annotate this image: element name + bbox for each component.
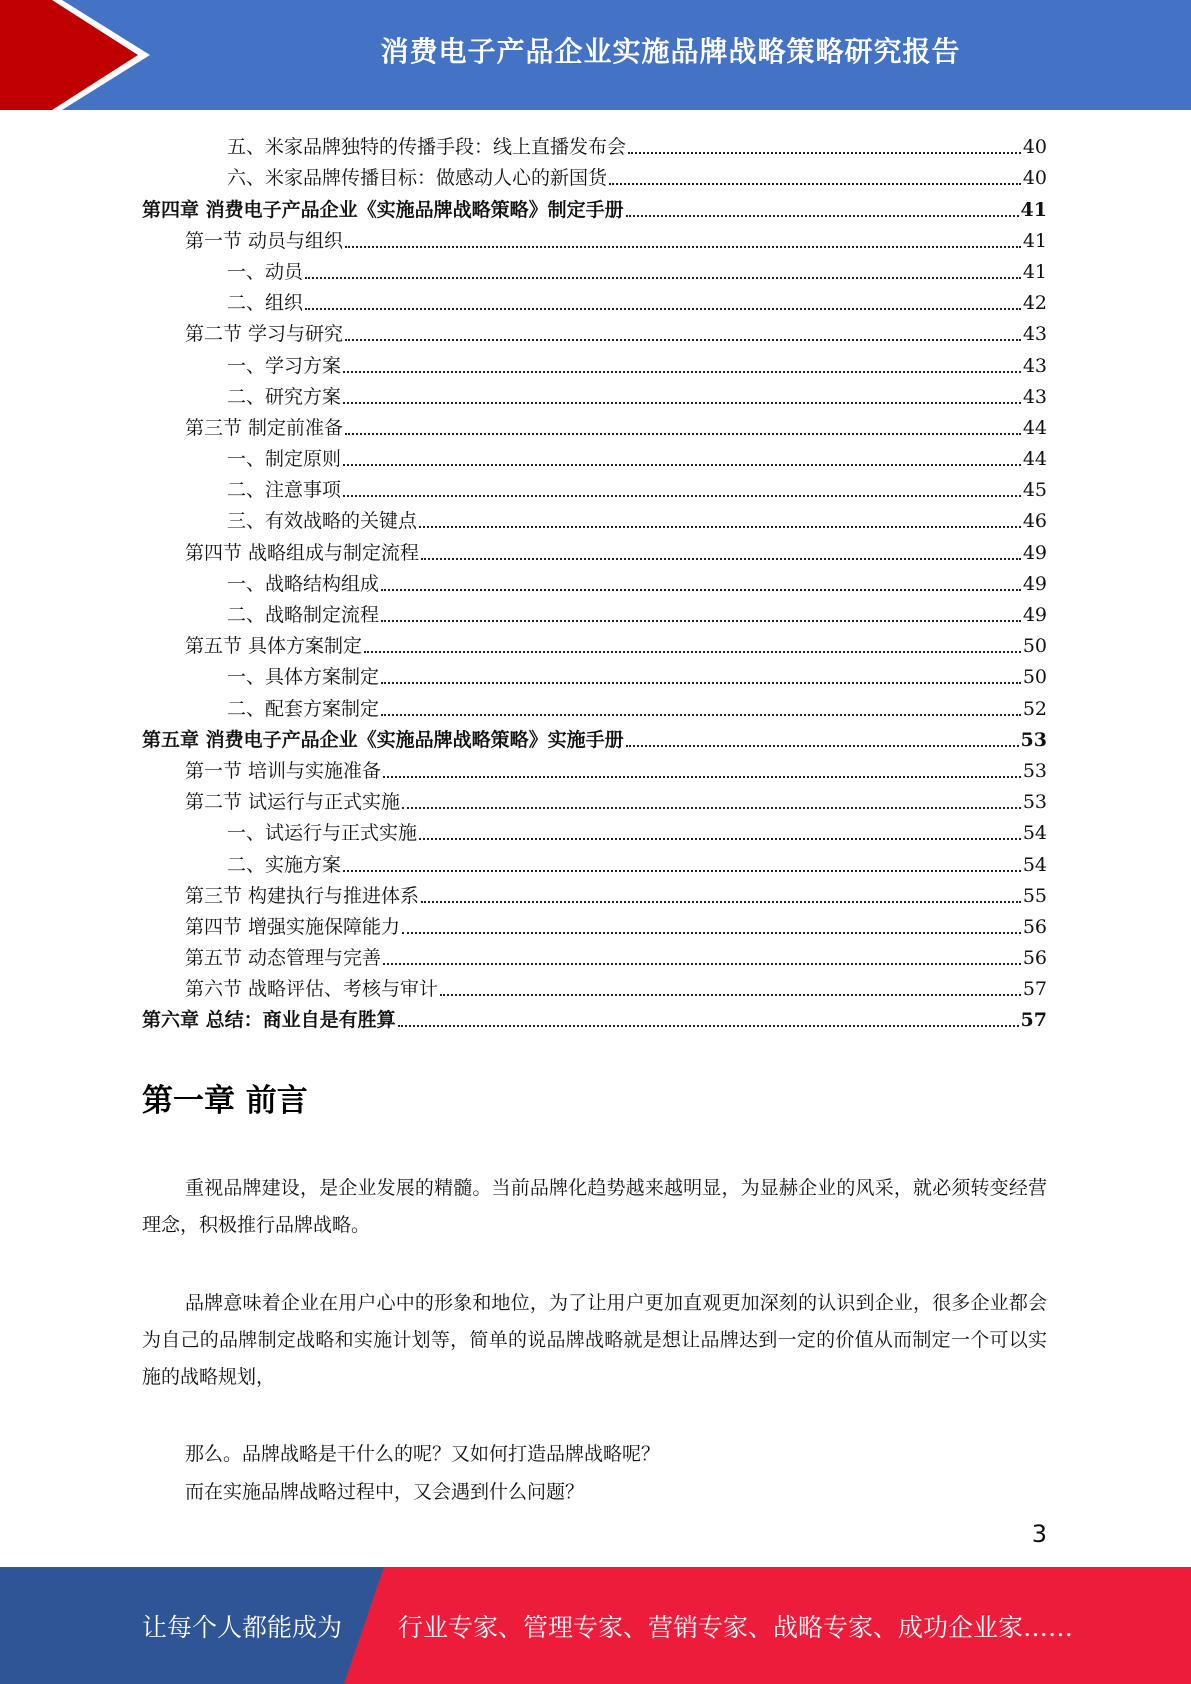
toc-entry-page: 57 xyxy=(1020,1009,1047,1032)
toc-entry-title: 第五章 消费电子产品企业《实施品牌战略策略》实施手册 xyxy=(142,728,624,751)
toc-entry-page: 53 xyxy=(1022,791,1047,814)
toc-entry-title: 第四节 增强实施保障能力 xyxy=(185,915,401,938)
toc-dot-leader xyxy=(345,246,1021,248)
toc-entry[interactable] xyxy=(142,159,1047,190)
toc-dot-leader xyxy=(609,183,1021,185)
toc-entry-page: 43 xyxy=(1022,354,1047,377)
toc-dot-leader xyxy=(626,215,1019,217)
toc-entry-title: 第四章 消费电子产品企业《实施品牌战略策略》制定手册 xyxy=(142,198,624,221)
page-number: 3 xyxy=(1031,1520,1047,1548)
toc-entry[interactable] xyxy=(142,378,1047,409)
toc-entry[interactable] xyxy=(142,721,1047,752)
toc-entry[interactable] xyxy=(142,845,1047,876)
toc-entry-title: 二、实施方案 xyxy=(227,853,342,876)
toc-dot-leader xyxy=(345,339,1021,341)
toc-dot-leader xyxy=(343,371,1021,373)
toc-dot-leader xyxy=(381,589,1021,591)
toc-entry[interactable] xyxy=(142,752,1047,783)
toc-entry-page: 43 xyxy=(1022,323,1047,346)
toc-dot-leader xyxy=(419,838,1021,840)
toc-dot-leader xyxy=(381,620,1021,622)
toc-entry-page: 44 xyxy=(1022,448,1047,471)
toc-entry[interactable] xyxy=(142,502,1047,533)
toc-entry-page: 46 xyxy=(1022,510,1047,533)
toc-entry-page: 50 xyxy=(1022,666,1047,689)
toc-entry-page: 57 xyxy=(1022,978,1047,1001)
toc-dot-leader xyxy=(440,994,1021,996)
toc-entry-page: 40 xyxy=(1022,167,1047,190)
toc-entry-page: 42 xyxy=(1022,292,1047,315)
toc-entry[interactable] xyxy=(142,908,1047,939)
toc-entry-title: 第三节 构建执行与推进体系 xyxy=(185,884,420,907)
toc-entry-page: 49 xyxy=(1022,572,1047,595)
toc-entry-title: 第六章 总结：商业自是有胜算 xyxy=(142,1009,396,1032)
toc-entry[interactable] xyxy=(142,689,1047,720)
toc-entry-page: 49 xyxy=(1022,541,1047,564)
toc-entry[interactable] xyxy=(142,253,1047,284)
toc-entry-title: 一、制定原则 xyxy=(227,448,342,471)
document-title: 消费电子产品企业实施品牌战略策略研究报告 xyxy=(380,35,961,68)
toc-entry[interactable] xyxy=(142,783,1047,814)
toc-dot-leader xyxy=(381,682,1021,684)
toc-entry-page: 55 xyxy=(1022,884,1047,907)
toc-entry-title: 第二节 学习与研究 xyxy=(185,323,344,346)
toc-entry-title: 第四节 战略组成与制定流程 xyxy=(185,541,420,564)
toc-entry[interactable] xyxy=(142,128,1047,159)
toc-dot-leader xyxy=(419,526,1021,528)
header-banner xyxy=(0,0,1191,110)
footer-banner xyxy=(0,1567,1191,1684)
toc-entry-page: 56 xyxy=(1022,915,1047,938)
toc-entry-page: 43 xyxy=(1022,385,1047,408)
toc-entry[interactable] xyxy=(142,284,1047,315)
toc-dot-leader xyxy=(364,651,1021,653)
toc-entry-page: 44 xyxy=(1022,416,1047,439)
toc-dot-leader xyxy=(421,558,1021,560)
toc-entry[interactable] xyxy=(142,471,1047,502)
toc-entry[interactable] xyxy=(142,596,1047,627)
toc-dot-leader xyxy=(305,308,1021,310)
toc-entry[interactable] xyxy=(142,970,1047,1001)
toc-entry-title: 二、组织 xyxy=(227,292,304,315)
paragraph: 而在实施品牌战略过程中，又会遇到什么问题？ xyxy=(185,1481,585,1503)
table-of-contents xyxy=(142,128,1047,1032)
toc-entry[interactable] xyxy=(142,814,1047,845)
toc-dot-leader xyxy=(398,1025,1019,1027)
footer-slogan-left: 让每个人都能成为 xyxy=(142,1612,343,1642)
toc-entry-title: 二、配套方案制定 xyxy=(227,697,380,720)
toc-entry[interactable] xyxy=(142,627,1047,658)
toc-entry[interactable] xyxy=(142,1001,1047,1032)
toc-entry-title: 六、米家品牌传播目标：做感动人心的新国货 xyxy=(227,167,608,190)
toc-entry-title: 第二节 试运行与正式实施 xyxy=(185,791,401,814)
toc-entry-title: 一、动员 xyxy=(227,260,304,283)
toc-dot-leader xyxy=(383,776,1021,778)
toc-entry-page: 49 xyxy=(1022,604,1047,626)
toc-entry-page: 41 xyxy=(1022,260,1047,283)
toc-entry-title: 一、战略结构组成 xyxy=(227,572,380,595)
toc-entry[interactable] xyxy=(142,315,1047,346)
header-arrow-icon xyxy=(0,0,160,110)
toc-entry-title: 第五节 具体方案制定 xyxy=(185,635,363,658)
toc-dot-leader xyxy=(343,495,1021,497)
toc-dot-leader xyxy=(628,152,1021,154)
toc-entry-title: 第六节 战略评估、考核与审计 xyxy=(185,978,439,1001)
toc-dot-leader xyxy=(383,963,1021,965)
toc-entry-title: 二、注意事项 xyxy=(227,479,342,502)
toc-entry[interactable] xyxy=(142,877,1047,908)
toc-entry-page: 40 xyxy=(1022,136,1047,159)
toc-entry-title: 二、战略制定流程 xyxy=(227,604,380,626)
toc-entry-title: 第一节 动员与组织 xyxy=(185,229,344,252)
toc-dot-leader xyxy=(343,870,1021,872)
toc-dot-leader xyxy=(343,464,1021,466)
toc-entry[interactable] xyxy=(142,565,1047,596)
toc-entry[interactable] xyxy=(142,190,1047,221)
toc-entry-page: 52 xyxy=(1022,697,1047,720)
toc-entry-title: 一、具体方案制定 xyxy=(227,666,380,689)
toc-entry[interactable] xyxy=(142,533,1047,564)
toc-entry-page: 53 xyxy=(1022,759,1047,782)
toc-dot-leader xyxy=(343,402,1021,404)
toc-dot-leader xyxy=(626,745,1019,747)
toc-entry-title: 二、研究方案 xyxy=(227,385,342,408)
toc-entry-page: 41 xyxy=(1022,229,1047,252)
footer-slogan-right: 行业专家、管理专家、营销专家、战略专家、成功企业家…… xyxy=(398,1612,1074,1642)
toc-entry[interactable] xyxy=(142,658,1047,689)
toc-entry-page: 54 xyxy=(1022,822,1047,845)
toc-entry[interactable] xyxy=(142,440,1047,471)
toc-entry-page: 41 xyxy=(1020,198,1047,221)
toc-dot-leader xyxy=(381,714,1021,716)
chapter-heading: 第一章 前言 xyxy=(142,1083,308,1119)
toc-dot-leader xyxy=(421,901,1021,903)
toc-entry-page: 53 xyxy=(1020,728,1047,751)
toc-entry-title: 第五节 动态管理与完善 xyxy=(185,947,382,970)
toc-entry[interactable] xyxy=(142,409,1047,440)
toc-dot-leader xyxy=(345,433,1021,435)
toc-dot-leader xyxy=(305,277,1021,279)
paragraph: 品牌意味着企业在用户心中的形象和地位，为了让用户更加直观更加深刻的认识到企业，很多企业都会为自己的品牌制定战略和实施计划等，简单的说品牌战略就是想让品牌达到一定的价值从而制定一个可以实施的战略规划， xyxy=(142,1292,1047,1388)
toc-entry-title: 五、米家品牌独特的传播手段：线上直播发布会 xyxy=(227,136,627,159)
toc-entry-title: 第三节 制定前准备 xyxy=(185,416,344,439)
toc-entry[interactable] xyxy=(142,222,1047,253)
toc-entry[interactable] xyxy=(142,939,1047,970)
toc-entry[interactable] xyxy=(142,346,1047,377)
toc-entry-page: 50 xyxy=(1022,635,1047,658)
toc-entry-title: 一、试运行与正式实施 xyxy=(227,822,418,845)
toc-dot-leader xyxy=(402,807,1021,809)
toc-entry-page: 56 xyxy=(1022,947,1047,970)
paragraph: 那么。品牌战略是干什么的呢？又如何打造品牌战略呢？ xyxy=(185,1443,661,1465)
toc-entry-title: 第一节 培训与实施准备 xyxy=(185,759,382,782)
toc-entry-page: 54 xyxy=(1022,853,1047,876)
toc-entry-title: 三、有效战略的关键点 xyxy=(227,510,418,533)
paragraph: 重视品牌建设，是企业发展的精髓。当前品牌化趋势越来越明显，为显赫企业的风采，就必须转变经营理念，积极推行品牌战略。 xyxy=(142,1177,1047,1236)
toc-entry-title: 一、学习方案 xyxy=(227,354,342,377)
toc-dot-leader xyxy=(402,932,1021,934)
toc-entry-page: 45 xyxy=(1022,479,1047,502)
